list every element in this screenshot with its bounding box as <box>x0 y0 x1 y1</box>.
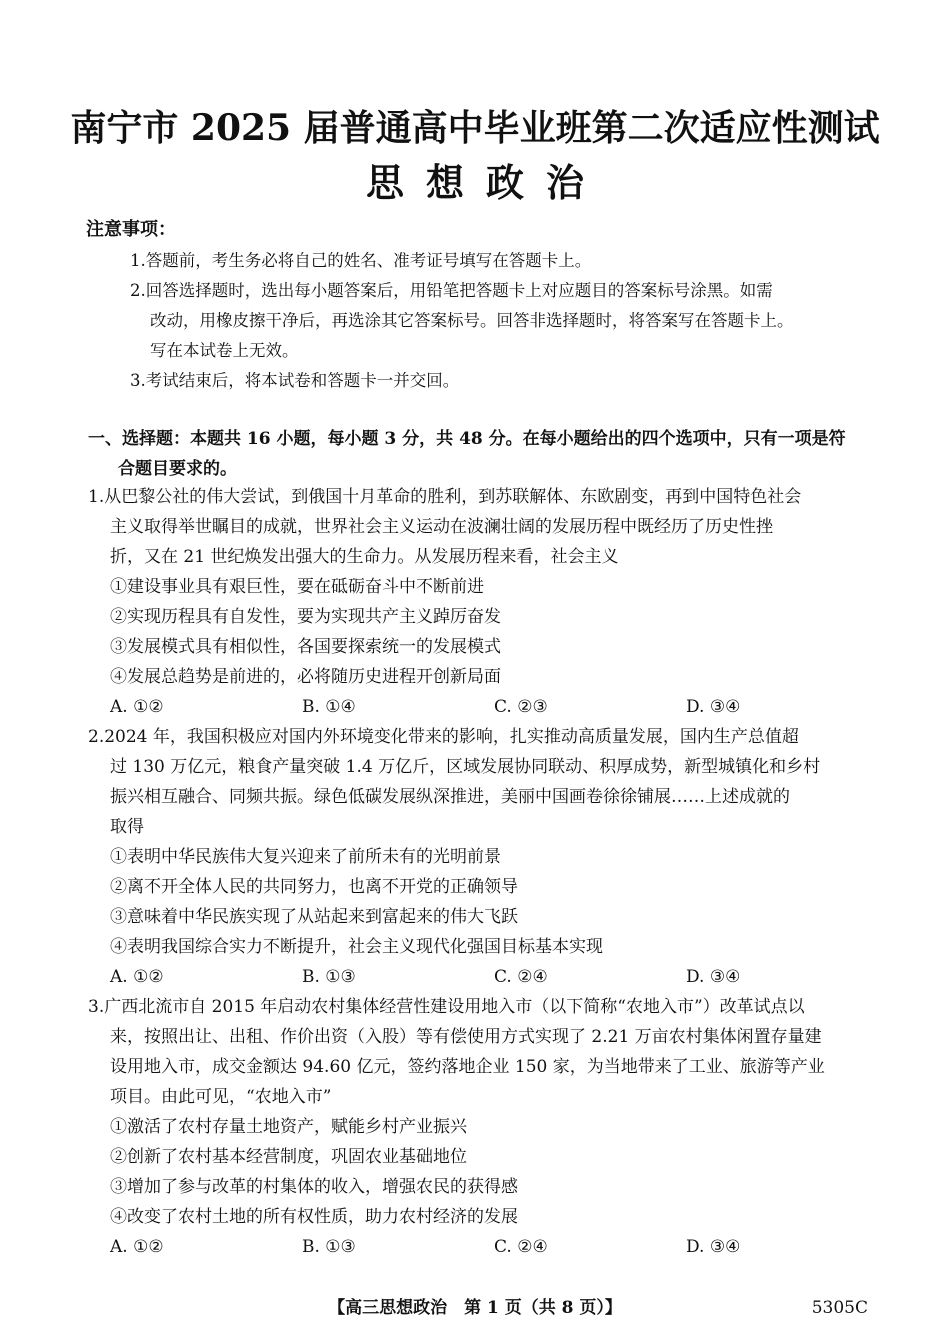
choice-d: D. ③④ <box>686 697 741 717</box>
section-heading-text: 一、选择题：本题共 16 小题，每小题 3 分，共 48 分。在每小题给出的四个选项中，只有一项是符 <box>88 429 846 449</box>
statement-option: ②实现历程具有自发性，要为实现共产主义踔厉奋发 <box>110 607 501 627</box>
notice-item <box>130 246 875 276</box>
page-footer: 【高三思想政治 第 1 页（共 8 页）】 <box>328 1298 622 1318</box>
choice-b: B. ①③ <box>302 967 356 987</box>
stem-line: 2.2024 年，我国积极应对国内外环境变化带来的影响，扎实推动高质量发展，国内生产总值超 <box>88 727 799 747</box>
stem-line: 振兴相互融合、同频共振。绿色低碳发展纵深推进，美丽中国画卷徐徐铺展……上述成就的 <box>110 787 790 807</box>
statement-option: ②创新了农村基本经营制度，巩固农业基础地位 <box>110 1147 467 1167</box>
statement-option: ④改变了农村土地的所有权性质，助力农村经济的发展 <box>110 1207 518 1227</box>
notice-item-text: 1.答题前，考生务必将自己的姓名、准考证号填写在答题卡上。 <box>130 251 592 270</box>
stem-line: 折，又在 21 世纪焕发出强大的生命力。从发展历程来看，社会主义 <box>110 547 619 567</box>
statement-option: ④发展总趋势是前进的，必将随历史进程开创新局面 <box>110 667 501 687</box>
choice-d: D. ③④ <box>686 1237 741 1257</box>
answer-choices <box>88 1232 878 1262</box>
choice-c: C. ②③ <box>494 697 548 717</box>
stem-line: 主义取得举世瞩目的成就，世界社会主义运动在波澜壮阔的发展历程中既经历了历史性挫 <box>110 517 773 537</box>
statement-option: ①表明中华民族伟大复兴迎来了前所未有的光明前景 <box>110 847 501 867</box>
question-stem <box>88 992 878 1112</box>
question-1 <box>88 482 878 722</box>
notice-item-text: 3.考试结束后，将本试卷和答题卡一并交回。 <box>130 371 460 390</box>
statement-option: ④表明我国综合实力不断提升，社会主义现代化强国目标基本实现 <box>110 937 603 957</box>
stem-line: 过 130 万亿元，粮食产量突破 1.4 万亿斤，区域发展协同联动、积厚成势，新型城镇化和乡村 <box>110 757 821 777</box>
stem-line: 1.从巴黎公社的伟大尝试，到俄国十月革命的胜利，到苏联解体、东欧剧变，再到中国特色社会 <box>88 487 802 507</box>
answer-choices <box>88 692 878 722</box>
choice-b: B. ①③ <box>302 1237 356 1257</box>
stem-line: 3.广西北流市自 2015 年启动农村集体经营性建设用地入市（以下简称“农地入市”）改革试点以 <box>88 997 805 1017</box>
answer-choices <box>88 962 878 992</box>
statement-option: ①建设事业具有艰巨性，要在砥砺奋斗中不断前进 <box>110 577 484 597</box>
question-stem <box>88 482 878 572</box>
choice-a: A. ①② <box>110 1237 164 1257</box>
choice-a: A. ①② <box>110 967 164 987</box>
notice-item-text: 写在本试卷上无效。 <box>150 341 299 360</box>
stem-line: 项目。由此可见，“农地入市” <box>110 1087 332 1107</box>
stem-line: 取得 <box>110 817 144 837</box>
section-heading-text: 合题目要求的。 <box>118 459 237 479</box>
statement-option: ③增加了参与改革的村集体的收入，增强农民的获得感 <box>110 1177 518 1197</box>
choice-d: D. ③④ <box>686 967 741 987</box>
notice-item <box>130 276 875 366</box>
choice-a: A. ①② <box>110 697 164 717</box>
stem-line: 设用地入市，成交金额达 94.60 亿元，签约落地企业 150 家，为当地带来了工业、旅游等产业 <box>110 1057 825 1077</box>
statement-option: ③发展模式具有相似性，各国要探索统一的发展模式 <box>110 637 501 657</box>
statement-option: ③意味着中华民族实现了从站起来到富起来的伟大飞跃 <box>110 907 518 927</box>
statement-option: ②离不开全体人民的共同努力，也离不开党的正确领导 <box>110 877 518 897</box>
notice-list <box>130 246 875 396</box>
question-2 <box>88 722 878 992</box>
notice-item <box>130 366 875 396</box>
section-heading <box>88 424 878 484</box>
exam-title: 南宁市 2025 届普通高中毕业班第二次适应性测试 <box>70 107 880 149</box>
subject-title: 思想政治 <box>365 161 606 205</box>
choice-b: B. ①④ <box>302 697 356 717</box>
stem-line: 来，按照出让、出租、作价出资（入股）等有偿使用方式实现了 2.21 万亩农村集体闲置存量建 <box>110 1027 822 1047</box>
question-3 <box>88 992 878 1262</box>
question-stem <box>88 722 878 842</box>
choice-c: C. ②④ <box>494 1237 548 1257</box>
statement-option: ①激活了农村存量土地资产，赋能乡村产业振兴 <box>110 1117 467 1137</box>
notice-item-text: 改动，用橡皮擦干净后，再选涂其它答案标号。回答非选择题时，将答案写在答题卡上。 <box>150 311 794 330</box>
choice-c: C. ②④ <box>494 967 548 987</box>
notice-heading: 注意事项： <box>86 219 176 240</box>
paper-code: 5305C <box>811 1298 868 1318</box>
notice-item-text: 2.回答选择题时，选出每小题答案后，用铅笔把答题卡上对应题目的答案标号涂黑。如需 <box>130 281 773 300</box>
